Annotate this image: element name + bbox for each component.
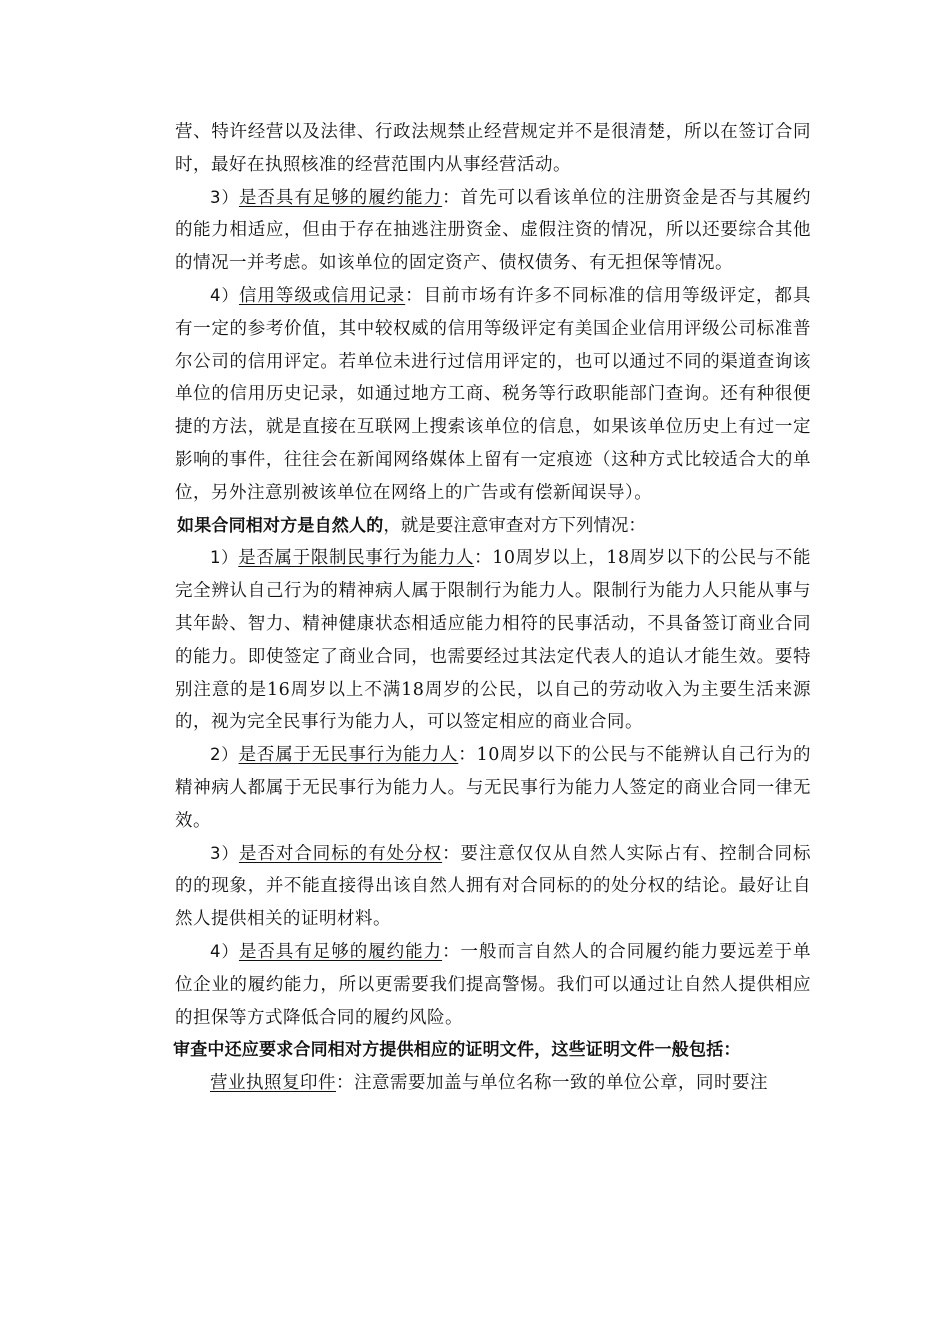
natural-person-heading [175,510,811,543]
documents-heading [173,1034,811,1067]
natural-item-3 [175,838,811,936]
item-body: ：一般而言自然人的合同履约能力要远差于单位企业的履约能力，所以更需要我们提高警惕。我们可以通过让自然人提供相应的担保等方式降低合同的履约风险。 [175,941,811,1028]
item-title: 营业执照复印件 [210,1073,336,1094]
item-title: 是否具有足够的履约能力 [238,941,443,962]
item-body: ：要注意仅仅从自然人实际占有、控制合同标的的现象，并不能直接得出该自然人拥有对合同标的的处分权的结论。最好让自然人提供相关的证明材料。 [175,843,811,930]
item-number: 1） [210,548,239,568]
document-body [175,116,811,1100]
item-number: 3） [210,843,239,863]
natural-item-4 [175,936,811,1034]
item-body: ：10周岁以上，18周岁以下的公民与不能完全辨认自己行为的精神病人属于限制行为能力人。限制行为能力人只能从事与其年龄、智力、精神健康状态相适应能力相符的民事活动，不具备签订商业合同的能力。即使签定了商业合同，也需要经过其法定代表人的追认才能生效。要特别注意的是16周岁以上不满18周岁的公民，以自己的劳动收入为主要生活来源的，视为完全民事行为能力人，可以签定相应的商业合同。 [175,548,811,733]
heading-bold: 如果合同相对方是自然人的 [177,515,384,536]
item-body: ：目前市场有许多不同标准的信用等级评定，都具有一定的参考价值，其中较权威的信用等级评定有美国企业信用评级公司标准普尔公司的信用评定。若单位未进行过信用评定的，也可以通过不同的渠道查询该单位的信用历史记录，如通过地方工商、税务等行政职能部门查询。还有种很便捷的方法，就是直接在互联网上搜索该单位的信息，如果该单位历史上有过一定影响的事件，往往会在新闻网络媒体上留有一定痕迹（这种方式比较适合大的单位，另外注意别被该单位在网络上的广告或有偿新闻误导）。 [175,285,811,503]
natural-item-2 [175,739,811,837]
item-number: 2） [210,745,239,765]
unit-item-3 [175,182,811,280]
item-title: 是否属于限制民事行为能力人 [238,548,475,569]
natural-item-1 [175,542,811,739]
item-number: 4） [210,285,239,305]
item-title: 是否具有足够的履约能力 [238,187,443,208]
heading-bold: 审查中还应要求合同相对方提供相应的证明文件，这些证明文件一般包括： [173,1040,741,1061]
unit-item-4 [175,280,811,510]
heading-rest: ，就是要注意审查对方下列情况： [383,515,646,536]
item-number: 3） [210,187,239,207]
item-body: ：注意需要加盖与单位名称一致的单位公章，同时要注 [336,1073,768,1094]
item-title: 是否属于无民事行为能力人 [238,745,459,766]
license-item [175,1067,811,1100]
item-title: 信用等级或信用记录 [238,285,406,306]
item-number: 4） [210,941,239,961]
intro-paragraph: 营、特许经营以及法律、行政法规禁止经营规定并不是很清楚，所以在签订合同时，最好在执照核准的经营范围内从事经营活动。 [175,122,811,175]
item-body: ：首先可以看该单位的注册资金是否与其履约的能力相适应，但由于存在抽逃注册资金、虚假注资的情况，所以还要综合其他的情况一并考虑。如该单位的固定资产、债权债务、有无担保等情况。 [175,187,811,274]
item-body: ：10周岁以下的公民与不能辨认自己行为的精神病人都属于无民事行为能力人。与无民事行为能力人签定的商业合同一律无效。 [175,745,811,831]
item-title: 是否对合同标的有处分权 [238,843,443,864]
